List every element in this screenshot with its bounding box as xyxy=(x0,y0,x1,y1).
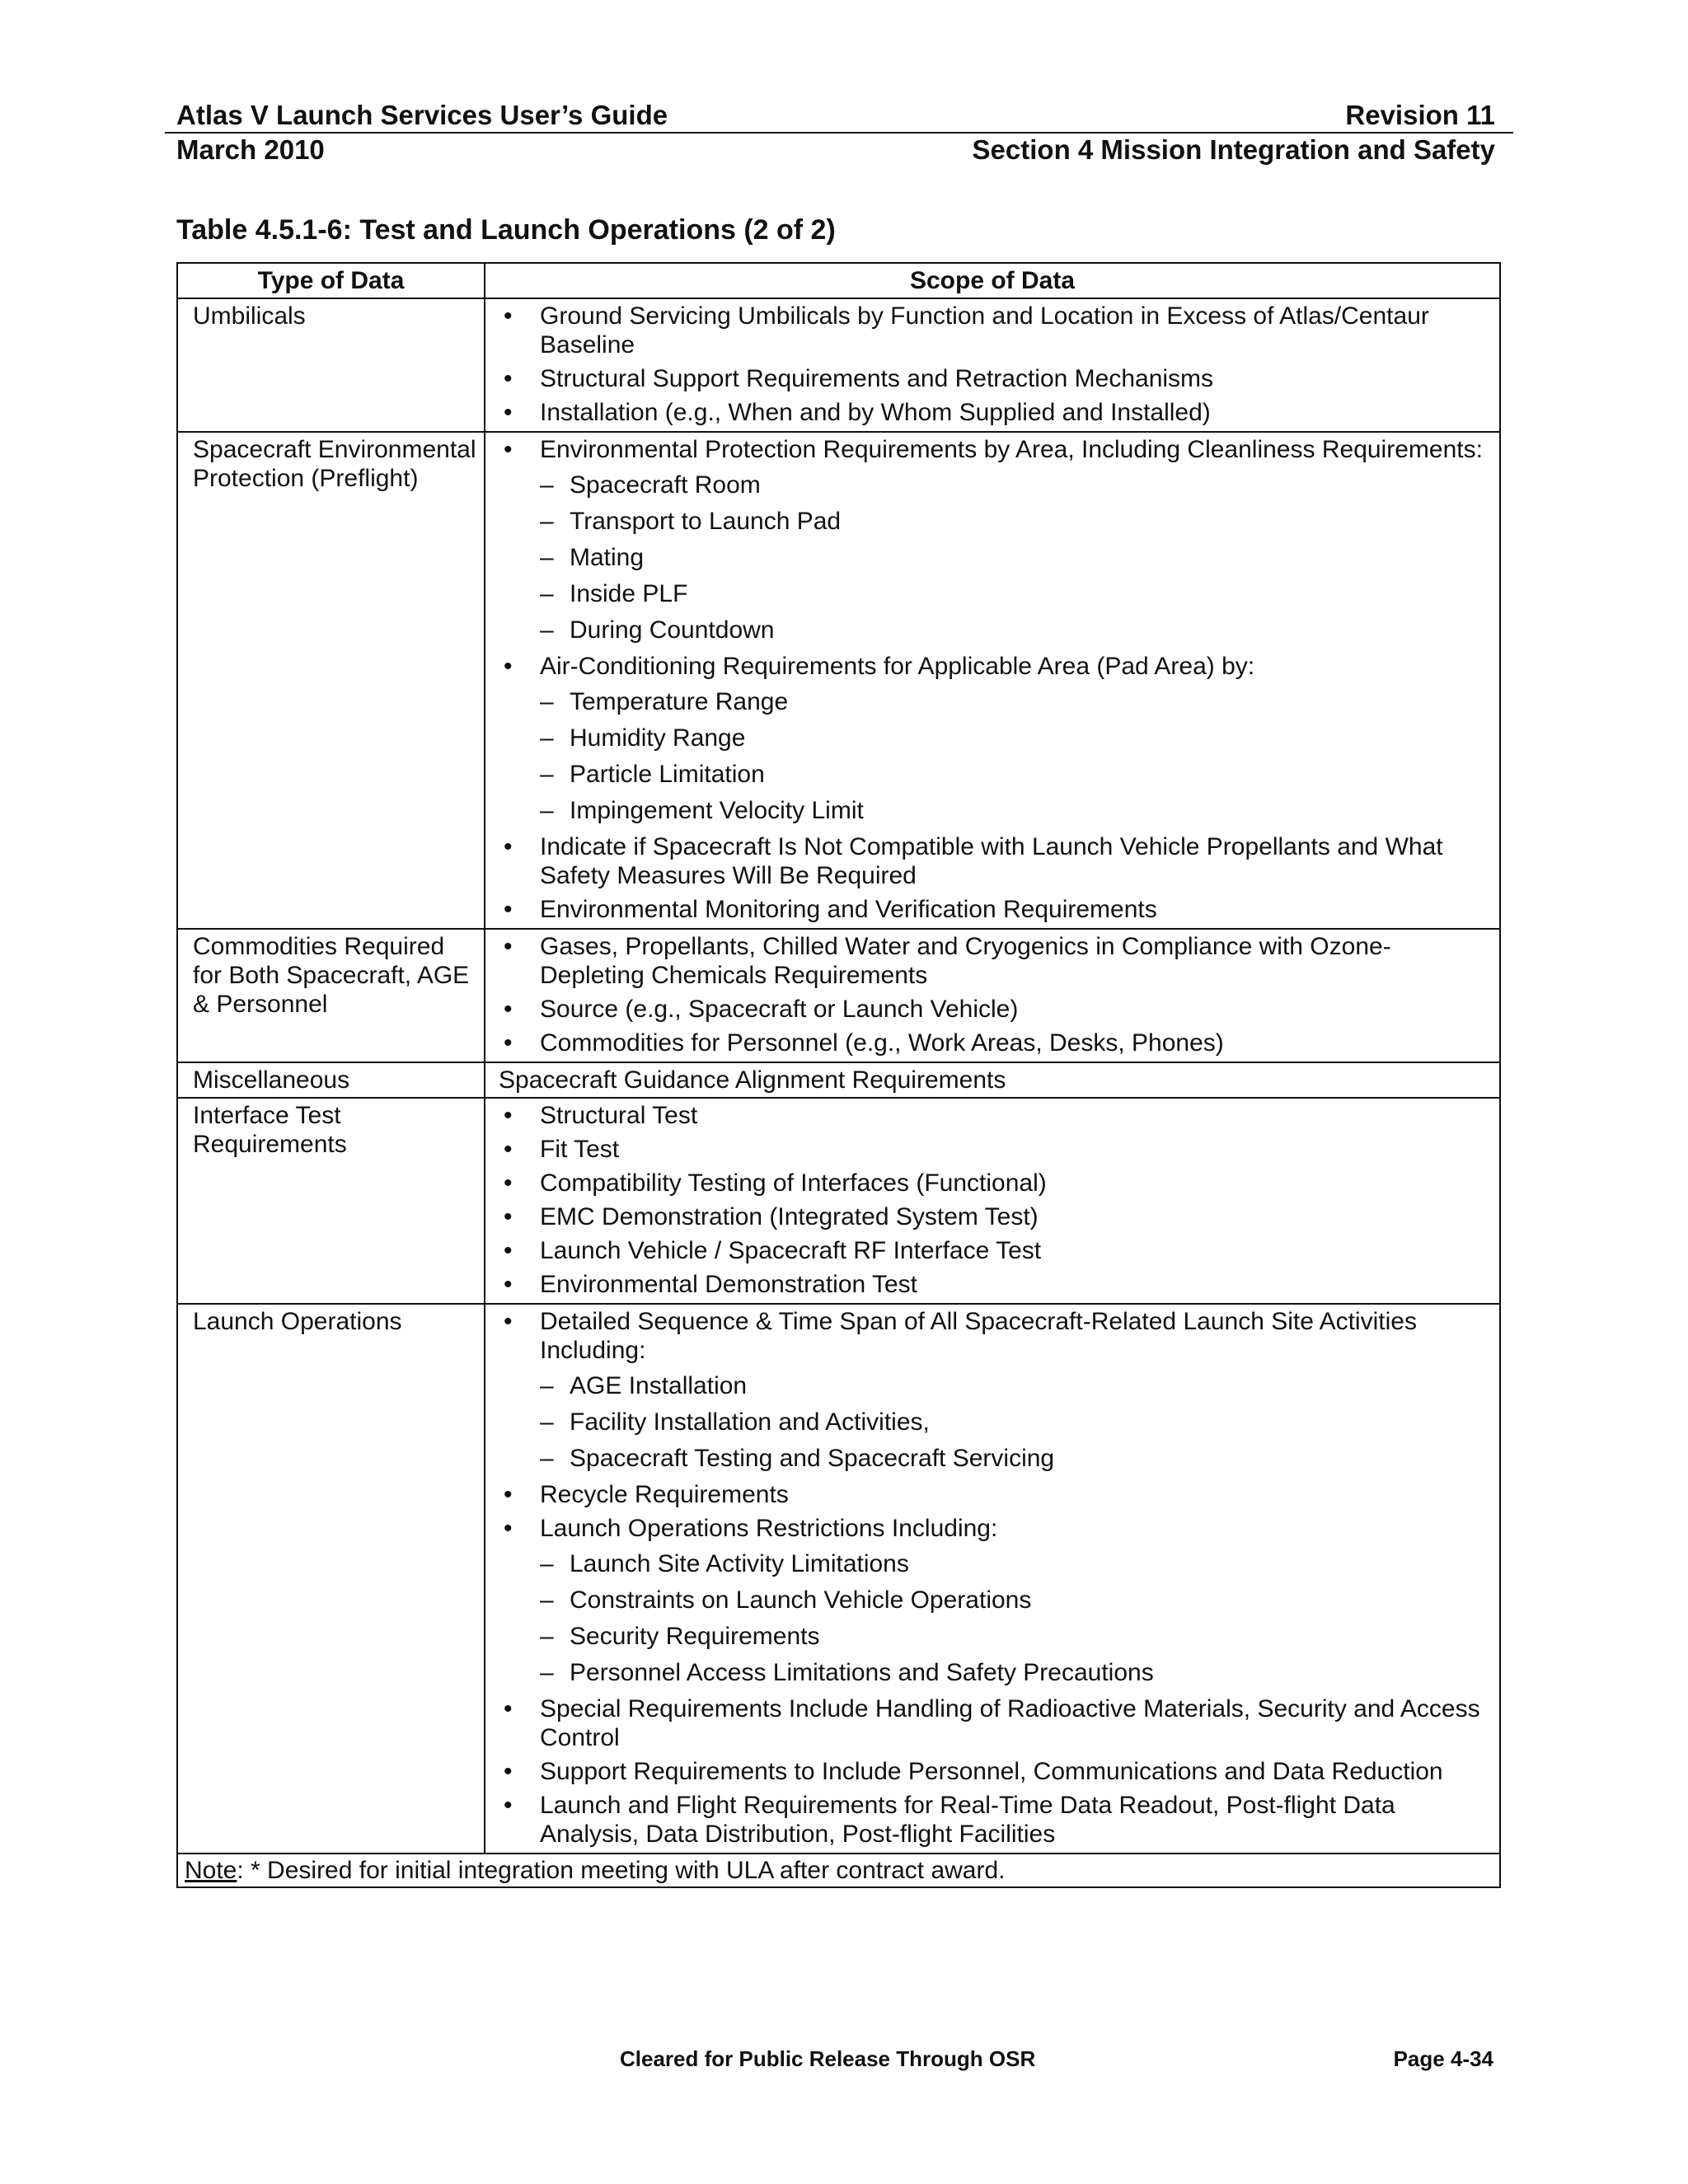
bullet-icon: • xyxy=(504,1308,513,1335)
scope-list-item xyxy=(500,932,1493,990)
scope-item-text: Environmental Monitoring and Verification Requirements xyxy=(540,896,1157,923)
bullet-icon: • xyxy=(504,365,513,392)
table-header-row xyxy=(177,263,1500,298)
scope-item-text: Gases, Propellants, Chilled Water and Cryogenics in Compliance with Ozone-Depleting Chemicals Requirements xyxy=(540,933,1391,989)
scope-list-item xyxy=(500,1169,1493,1197)
scope-subitem xyxy=(540,1408,1493,1436)
scope-subitem xyxy=(540,724,1493,752)
scope-of-data-cell xyxy=(485,1304,1500,1854)
scope-list-item xyxy=(500,364,1493,393)
table-row xyxy=(177,298,1500,432)
scope-item-text: Air-Conditioning Requirements for Applicable Area (Pad Area) by: xyxy=(540,653,1255,680)
scope-of-data-cell xyxy=(485,298,1500,432)
table-title: Table 4.5.1-6: Test and Launch Operations (2 of 2) xyxy=(176,214,836,246)
bullet-icon: • xyxy=(504,1515,513,1542)
scope-subitem-text: Humidity Range xyxy=(570,724,746,752)
type-of-data-cell: Interface Test Requirements xyxy=(177,1098,485,1304)
scope-item-text: Fit Test xyxy=(540,1136,620,1163)
scope-list-item xyxy=(500,832,1493,890)
scope-list-item xyxy=(500,895,1493,924)
dash-icon: – xyxy=(540,724,554,752)
type-of-data-cell: Umbilicals xyxy=(177,298,485,432)
scope-item-text: Source (e.g., Spacecraft or Launch Vehicle) xyxy=(540,996,1019,1023)
scope-subitem xyxy=(540,760,1493,789)
scope-subitem xyxy=(540,543,1493,572)
scope-subitem-text: Transport to Launch Pad xyxy=(570,508,842,535)
scope-subitem xyxy=(540,687,1493,716)
bullet-icon: • xyxy=(504,399,513,426)
bullet-icon: • xyxy=(504,833,513,860)
scope-item-text: Environmental Protection Requirements by Area, Including Cleanliness Requirements: xyxy=(540,436,1483,463)
bullet-icon: • xyxy=(504,1203,513,1230)
scope-of-data-cell: Spacecraft Guidance Alignment Requirements xyxy=(485,1062,1500,1098)
table-row xyxy=(177,432,1500,929)
dash-icon: – xyxy=(540,1550,554,1577)
bullet-icon: • xyxy=(504,1237,513,1264)
scope-subitem-text: Launch Site Activity Limitations xyxy=(570,1550,909,1577)
scope-subitem-text: Security Requirements xyxy=(570,1623,820,1650)
scope-item-text: Launch and Flight Requirements for Real-Time Data Readout, Post-flight Data Analysis, Data Distribution, Post-flight Facilities xyxy=(540,1792,1395,1848)
scope-item-text: EMC Demonstration (Integrated System Test) xyxy=(540,1203,1039,1230)
scope-list xyxy=(500,1307,1493,1849)
scope-list-item xyxy=(500,1202,1493,1231)
scope-subitem-text: Spacecraft Testing and Spacecraft Servicing xyxy=(570,1445,1055,1472)
scope-item-text: Compatibility Testing of Interfaces (Functional) xyxy=(540,1169,1047,1197)
scope-list-item xyxy=(500,652,1493,825)
scope-item-text: Detailed Sequence & Time Span of All Spacecraft-Related Launch Site Activities Including: xyxy=(540,1308,1417,1364)
header-row-1 xyxy=(176,99,1495,132)
dash-icon: – xyxy=(540,1408,554,1436)
bullet-icon: • xyxy=(504,996,513,1023)
scope-list-item xyxy=(500,1694,1493,1752)
release-statement: Cleared for Public Release Through OSR xyxy=(620,2046,1036,2071)
type-of-data-cell: Spacecraft Environmental Protection (Preflight) xyxy=(177,432,485,929)
scope-subitem xyxy=(540,1622,1493,1651)
scope-subitem-text: AGE Installation xyxy=(570,1372,748,1399)
bullet-icon: • xyxy=(504,1029,513,1057)
bullet-icon: • xyxy=(504,653,513,680)
bullet-icon: • xyxy=(504,1102,513,1129)
dash-icon: – xyxy=(540,1586,554,1614)
scope-item-text: Structural Test xyxy=(540,1102,698,1129)
scope-list-item xyxy=(500,1029,1493,1057)
scope-item-text: Support Requirements to Include Personnel, Communications and Data Reduction xyxy=(540,1758,1443,1785)
scope-subitem xyxy=(540,1586,1493,1615)
scope-subitem xyxy=(540,1658,1493,1687)
scope-subitem-text: During Countdown xyxy=(570,616,775,644)
scope-list-item xyxy=(500,1101,1493,1130)
scope-list-item xyxy=(500,302,1493,359)
scope-item-text: Environmental Demonstration Test xyxy=(540,1271,917,1298)
scope-subitem xyxy=(540,579,1493,608)
dash-icon: – xyxy=(540,580,554,607)
scope-subitem xyxy=(540,1549,1493,1578)
scope-subitem-text: Facility Installation and Activities, xyxy=(570,1408,930,1436)
column-header-type: Type of Data xyxy=(177,263,485,298)
table-row xyxy=(177,1062,1500,1098)
revision-label: Revision 11 xyxy=(1345,100,1495,130)
scope-item-text: Recycle Requirements xyxy=(540,1481,789,1508)
scope-list-item xyxy=(500,1307,1493,1473)
scope-item-text: Launch Vehicle / Spacecraft RF Interface Test xyxy=(540,1237,1042,1264)
bullet-icon: • xyxy=(504,1271,513,1298)
dash-icon: – xyxy=(540,544,554,571)
scope-subitem-text: Spacecraft Room xyxy=(570,471,761,499)
table-row xyxy=(177,929,1500,1062)
table-row xyxy=(177,1098,1500,1304)
data-table xyxy=(176,262,1501,1888)
bullet-icon: • xyxy=(504,896,513,923)
bullet-icon: • xyxy=(504,1169,513,1197)
scope-subitem xyxy=(540,471,1493,499)
section-label: Section 4 Mission Integration and Safety xyxy=(972,134,1495,165)
type-of-data-cell: Miscellaneous xyxy=(177,1062,485,1098)
dash-icon: – xyxy=(540,616,554,644)
table-row xyxy=(177,1304,1500,1854)
bullet-icon: • xyxy=(504,1792,513,1819)
bullet-icon: • xyxy=(504,436,513,463)
scope-list-item xyxy=(500,398,1493,427)
dash-icon: – xyxy=(540,508,554,535)
scope-subitem-text: Inside PLF xyxy=(570,580,688,607)
scope-list-item xyxy=(500,1236,1493,1265)
scope-subitem-text: Personnel Access Limitations and Safety Precautions xyxy=(570,1659,1154,1686)
note-label: Note xyxy=(185,1857,237,1884)
scope-list-item xyxy=(500,435,1493,644)
scope-item-text: Commodities for Personnel (e.g., Work Areas, Desks, Phones) xyxy=(540,1029,1224,1057)
dash-icon: – xyxy=(540,1445,554,1472)
scope-subitem-text: Mating xyxy=(570,544,645,571)
document-date: March 2010 xyxy=(176,134,325,165)
scope-item-text: Indicate if Spacecraft Is Not Compatible with Launch Vehicle Propellants and What Safety Measures Will Be Required xyxy=(540,833,1443,889)
scope-item-text: Installation (e.g., When and by Whom Supplied and Installed) xyxy=(540,399,1211,426)
scope-subitem-text: Temperature Range xyxy=(570,688,789,715)
bullet-icon: • xyxy=(504,1136,513,1163)
document-title: Atlas V Launch Services User’s Guide xyxy=(176,100,668,130)
scope-list-item xyxy=(500,1791,1493,1849)
scope-list xyxy=(500,302,1493,427)
scope-subitem xyxy=(540,796,1493,825)
scope-item-text: Launch Operations Restrictions Including: xyxy=(540,1515,998,1542)
scope-list-item xyxy=(500,1270,1493,1299)
bullet-icon: • xyxy=(504,1695,513,1722)
scope-list-item xyxy=(500,1135,1493,1164)
bullet-icon: • xyxy=(504,1481,513,1508)
bullet-icon: • xyxy=(504,933,513,960)
scope-list-item xyxy=(500,995,1493,1024)
scope-of-data-cell xyxy=(485,929,1500,1062)
scope-list-item xyxy=(500,1514,1493,1687)
dash-icon: – xyxy=(540,688,554,715)
type-of-data-cell: Launch Operations xyxy=(177,1304,485,1854)
scope-item-text: Structural Support Requirements and Retraction Mechanisms xyxy=(540,365,1214,392)
note-row xyxy=(177,1854,1500,1887)
scope-subitem-text: Particle Limitation xyxy=(570,761,765,788)
dash-icon: – xyxy=(540,471,554,499)
scope-sublist xyxy=(540,1549,1493,1687)
dash-icon: – xyxy=(540,797,554,824)
table-body xyxy=(177,298,1500,1854)
scope-sublist xyxy=(540,687,1493,825)
scope-list-item xyxy=(500,1480,1493,1509)
scope-list xyxy=(500,932,1493,1057)
dash-icon: – xyxy=(540,1372,554,1399)
scope-subitem-text: Impingement Velocity Limit xyxy=(570,797,864,824)
type-of-data-cell: Commodities Required for Both Spacecraft, AGE & Personnel xyxy=(177,929,485,1062)
scope-subitem-text: Constraints on Launch Vehicle Operations xyxy=(570,1586,1032,1614)
scope-subitem xyxy=(540,1444,1493,1473)
scope-subitem xyxy=(540,1371,1493,1400)
scope-item-text: Special Requirements Include Handling of Radioactive Materials, Security and Access Control xyxy=(540,1695,1480,1751)
dash-icon: – xyxy=(540,761,554,788)
scope-list-item xyxy=(500,1757,1493,1786)
scope-sublist xyxy=(540,1371,1493,1473)
note-cell xyxy=(177,1854,1500,1887)
column-header-scope: Scope of Data xyxy=(485,263,1500,298)
scope-of-data-cell xyxy=(485,1098,1500,1304)
dash-icon: – xyxy=(540,1623,554,1650)
scope-item-text: Ground Servicing Umbilicals by Function and Location in Excess of Atlas/Centaur Baseline xyxy=(540,302,1429,359)
note-text: : * Desired for initial integration meeting with ULA after contract award. xyxy=(237,1857,1006,1884)
scope-list xyxy=(500,435,1493,924)
scope-of-data-cell xyxy=(485,432,1500,929)
bullet-icon: • xyxy=(504,1758,513,1785)
page-number: Page 4-34 xyxy=(1393,2046,1493,2071)
bullet-icon: • xyxy=(504,302,513,330)
scope-subitem xyxy=(540,616,1493,644)
scope-list xyxy=(500,1101,1493,1299)
header-row-2 xyxy=(176,134,1495,166)
scope-subitem xyxy=(540,507,1493,536)
dash-icon: – xyxy=(540,1659,554,1686)
scope-sublist xyxy=(540,471,1493,644)
